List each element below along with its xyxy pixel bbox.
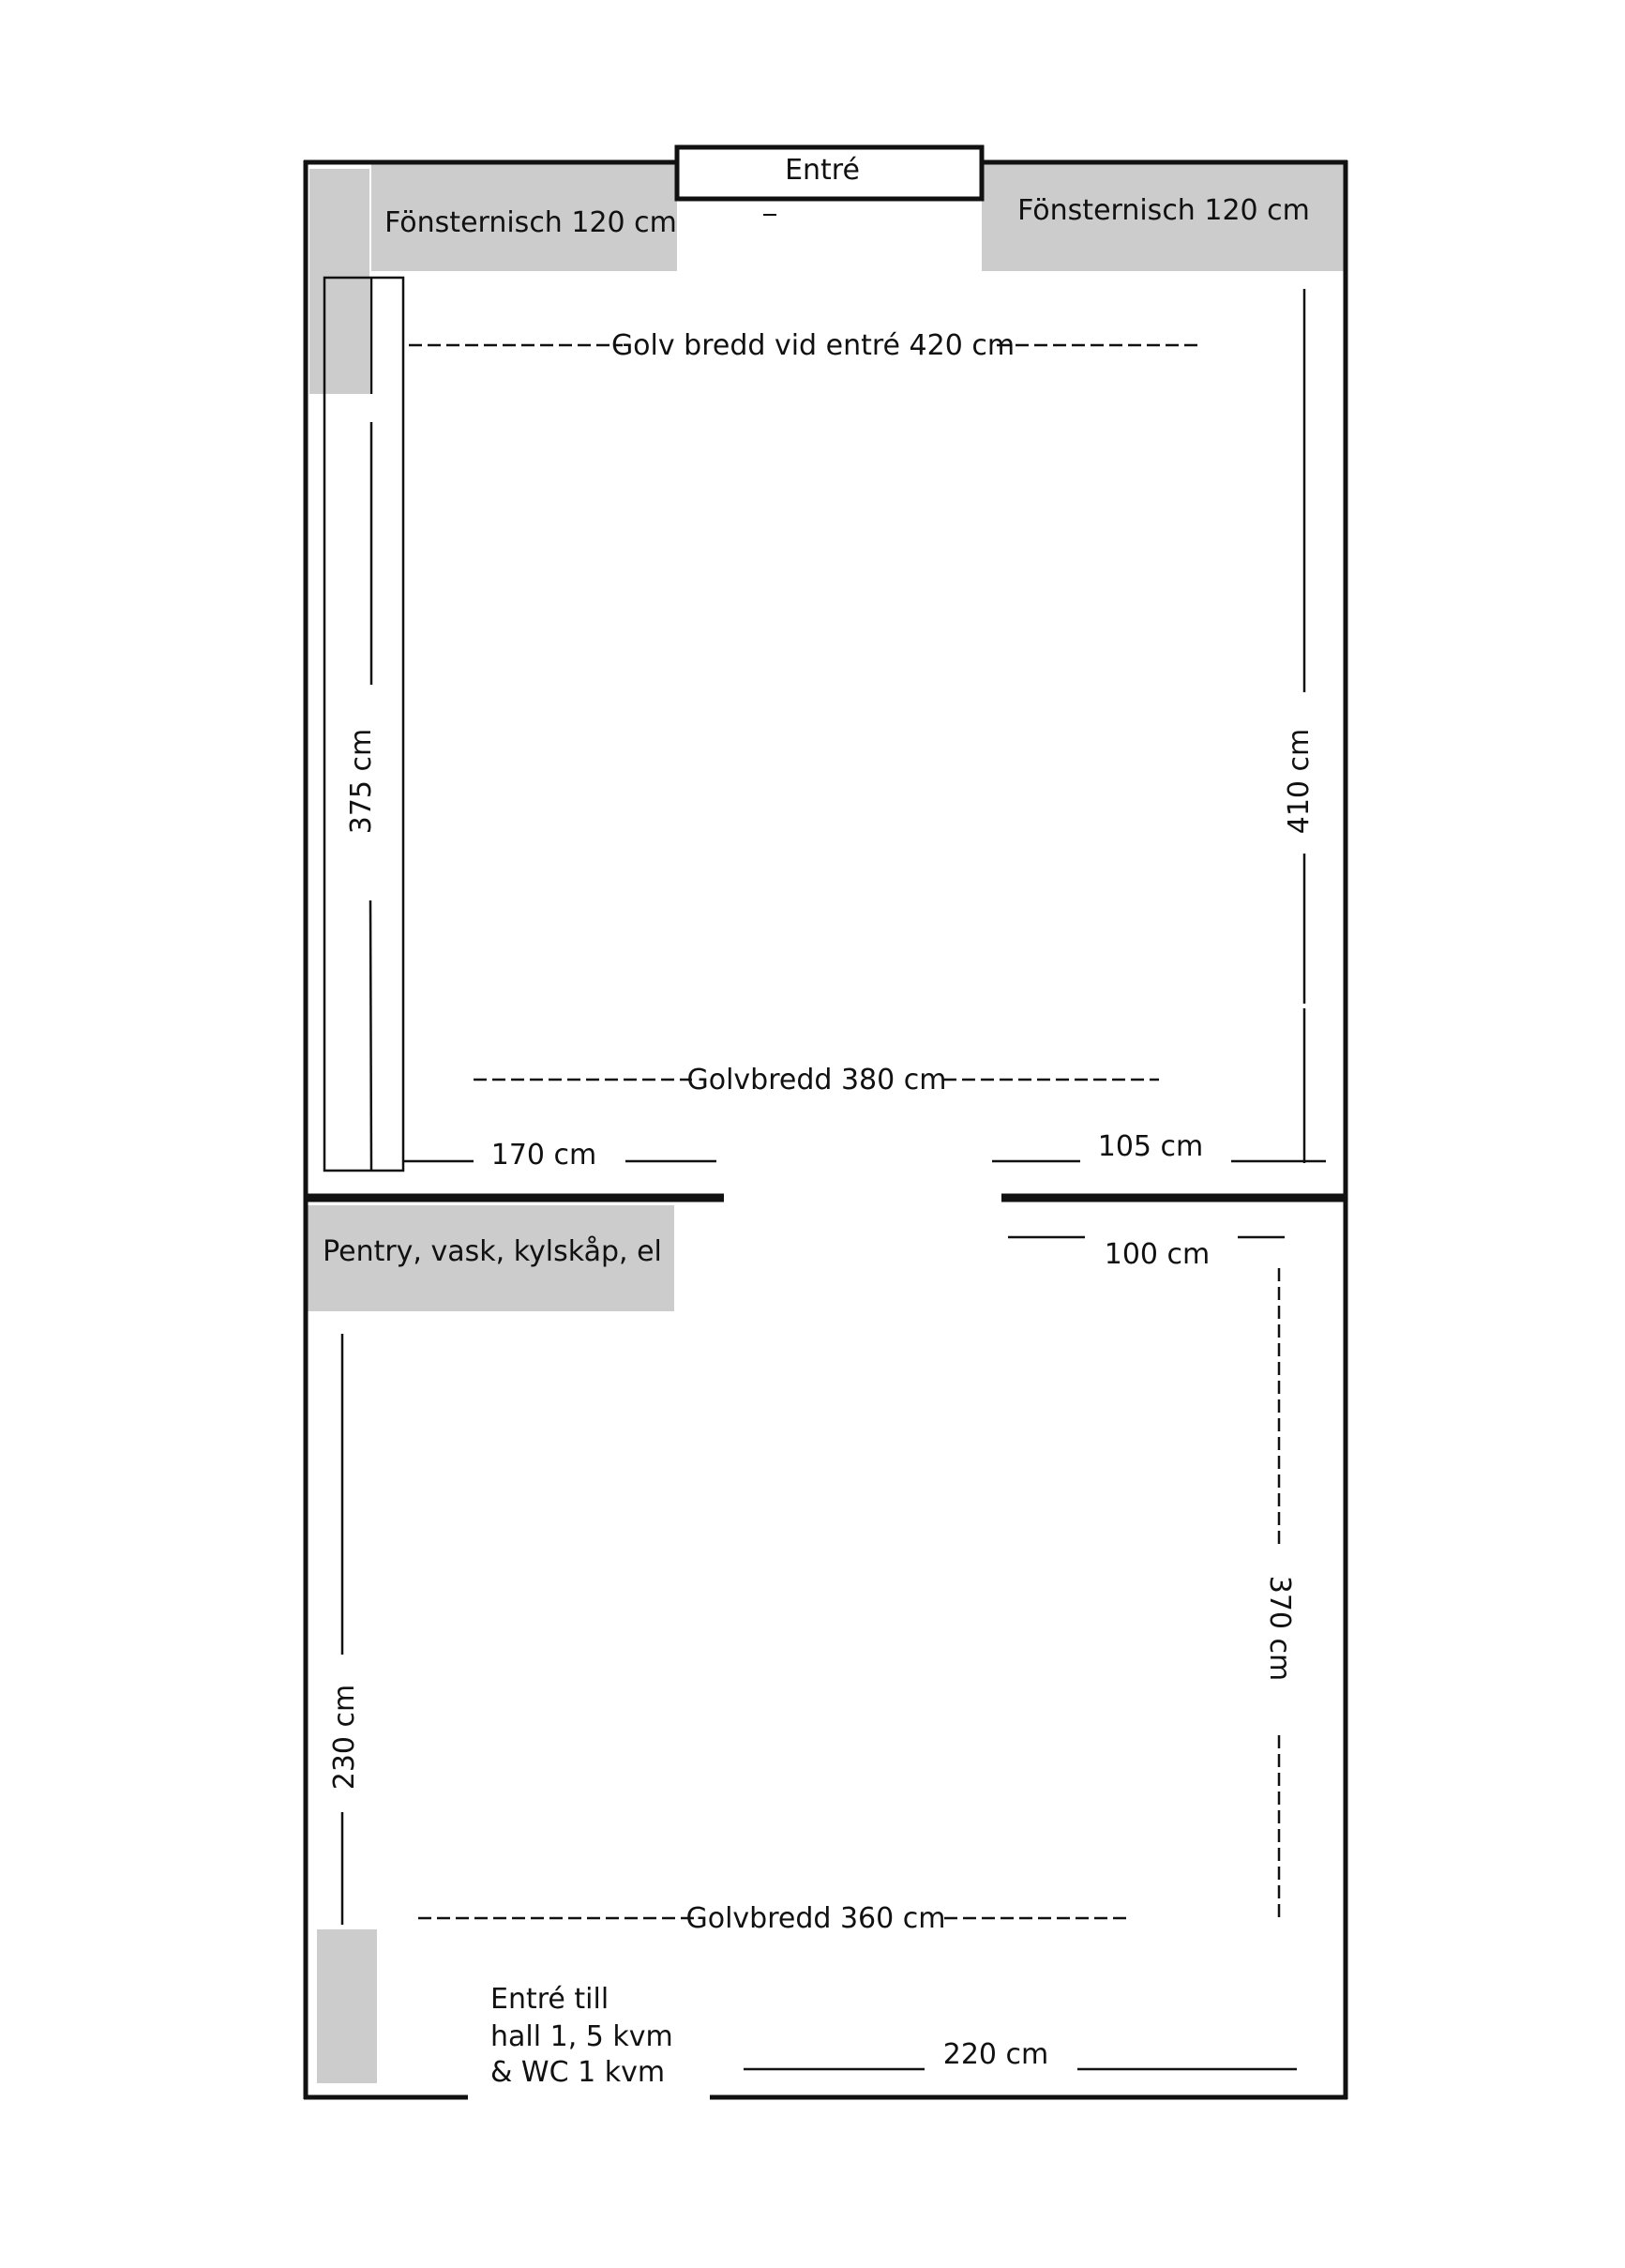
entrance-top-label: Entré [785, 154, 860, 187]
dim-170-label: 170 cm [490, 1139, 597, 1172]
dim-105-label: 105 cm [1097, 1130, 1204, 1163]
dimension-lines [342, 289, 1326, 2069]
dim-100-label: 100 cm [1104, 1238, 1211, 1271]
dim-370-label: 370 cm [1263, 1575, 1296, 1682]
hall-cabinet [317, 1929, 377, 2083]
entrance-hall-line2: hall 1, 5 kvm [490, 2020, 673, 2053]
dim-375-label: 375 cm [345, 728, 378, 835]
pantry-label: Pentry, vask, kylskåp, el [323, 1235, 662, 1268]
window-niche-right-label: Fönsternisch 120 cm [1017, 194, 1310, 227]
entrance-hall-line1: Entré till [490, 1983, 609, 2016]
wardrobe-outline [324, 278, 403, 1171]
floor-width-360-label: Golvbredd 360 cm [685, 1902, 946, 1935]
dim-230-label: 230 cm [328, 1684, 361, 1791]
wardrobe-top-gray [309, 169, 369, 394]
floor-width-entrance-label: Golv bredd vid entré 420 cm [610, 329, 1016, 362]
dim-220-label: 220 cm [942, 2038, 1049, 2071]
entrance-hall-line3: & WC 1 kvm [490, 2056, 666, 2089]
window-niche-left-label: Fönsternisch 120 cm [384, 206, 677, 239]
floor-width-380-label: Golvbredd 380 cm [686, 1064, 947, 1096]
dim-410-label: 410 cm [1283, 728, 1316, 835]
